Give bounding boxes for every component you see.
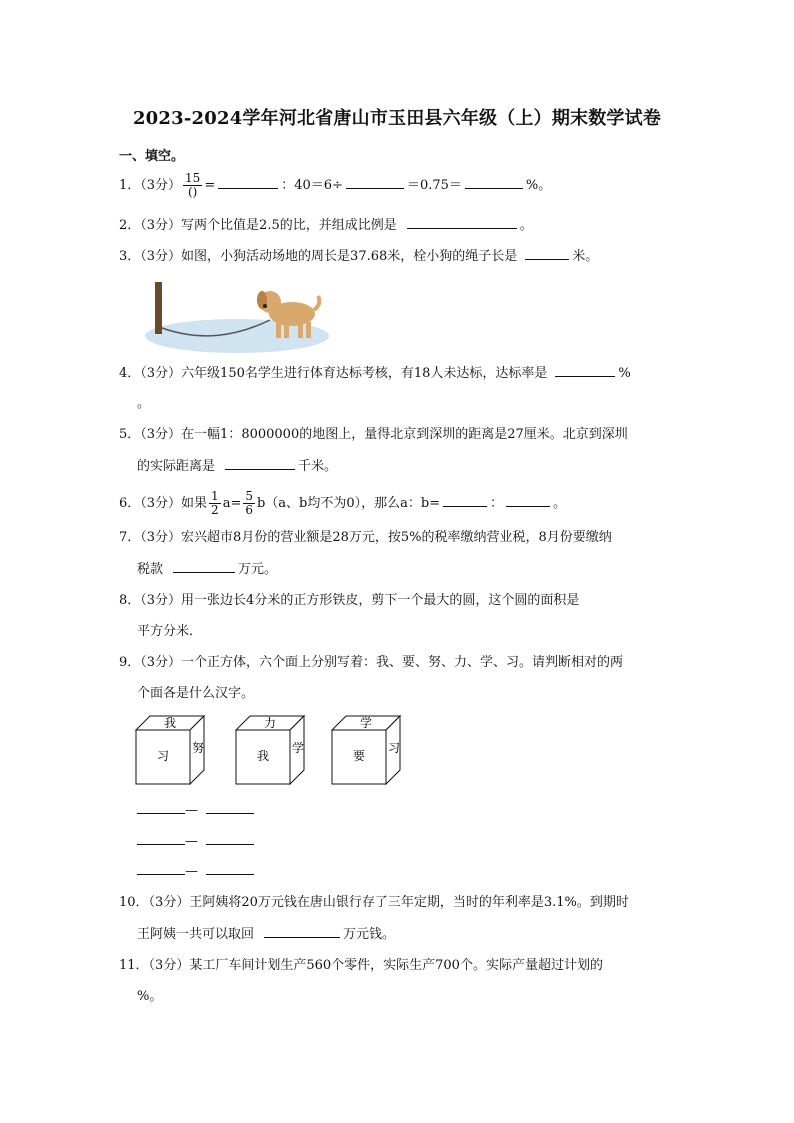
q6-mid: a= — [222, 496, 242, 511]
q6-denominator-2: 6 — [245, 503, 253, 517]
page-title: 2023-2024学年河北省唐山市玉田县六年级（上）期末数学试卷 — [132, 108, 662, 129]
q6-blank-2[interactable] — [506, 494, 550, 507]
q9-dash-3: — — [185, 864, 198, 879]
q7-blank[interactable] — [173, 560, 235, 573]
q7-cont-text: 税款 — [137, 562, 164, 577]
wooden-stake — [155, 282, 162, 334]
q9-answer-row-2 — [137, 832, 257, 849]
q4-end: % — [618, 366, 631, 381]
question-9 — [119, 654, 623, 672]
cube-3-side-label: 习 — [387, 741, 401, 755]
dog-on-leash-illustration — [142, 276, 332, 354]
q3-text: 3．（3分）如图，小狗活动场地的周长是37.68米，栓小狗的绳子长是 — [119, 249, 518, 264]
q4-blank[interactable] — [555, 364, 615, 377]
q8-text: 8．（3分）用一张边长4分米的正方形铁皮，剪下一个最大的圆，这个圆的面积是 — [119, 593, 580, 608]
cube-2 — [236, 715, 304, 784]
q9-blank-1b[interactable] — [206, 801, 254, 814]
q1-denominator: () — [188, 185, 198, 199]
q5-text: 5．（3分）在一幅1：8000000的地图上，量得北京到深圳的距离是27厘米。北京到深圳 — [119, 427, 628, 442]
q7-text: 7．（3分）宏兴超市8月份的营业额是28万元，按5%的税率缴纳营业税，8月份要缴纳 — [119, 530, 612, 545]
q10-cont-text: 王阿姨一共可以取回 — [137, 927, 255, 942]
cube-2-side-label: 学 — [291, 741, 305, 755]
question-7 — [119, 529, 612, 547]
q7-continuation — [137, 560, 277, 579]
question-3 — [119, 247, 598, 266]
question-10 — [119, 894, 629, 912]
q2-text: 2．（3分）写两个比值是2.5的比，并组成比例是 — [119, 218, 397, 233]
q9-blank-1a[interactable] — [137, 801, 185, 814]
q8-continuation: 平方分米． — [137, 624, 203, 639]
question-1 — [119, 172, 551, 199]
q9-continuation: 个面各是什么汉字。 — [137, 686, 255, 701]
q3-end: 米。 — [572, 249, 599, 264]
q11-text: 11．（3分）某工厂车间计划生产560个零件，实际生产700个。实际产量超过计划的 — [119, 958, 603, 973]
cube-1-front-label: 习 — [156, 749, 170, 763]
q1-blank-2[interactable] — [346, 176, 404, 189]
q10-continuation — [137, 925, 395, 944]
q2-blank[interactable] — [407, 216, 517, 229]
q10-end: 万元钱。 — [343, 927, 396, 942]
q4-continuation: 。 — [137, 396, 151, 411]
cube-2-top-label: 力 — [263, 716, 277, 730]
q6-denominator-1: 2 — [211, 503, 219, 517]
q4-text: 4．（3分）六年级150名学生进行体育达标考核，有18人未达标，达标率是 — [119, 366, 548, 381]
q6-numerator-1: 1 — [211, 489, 219, 503]
q6-prefix: 6．（3分）如果 — [119, 496, 208, 511]
question-4 — [119, 364, 631, 383]
q6-fraction-1 — [209, 490, 221, 517]
q1-numerator: 15 — [185, 171, 201, 185]
question-2 — [119, 216, 533, 235]
cube-1 — [136, 715, 204, 784]
q9-blank-2b[interactable] — [206, 832, 254, 845]
cube-2-front-label: 我 — [256, 749, 270, 763]
q10-blank[interactable] — [264, 925, 340, 938]
q3-blank[interactable] — [525, 247, 569, 260]
cube-3-front-label: 要 — [352, 749, 366, 763]
question-11 — [119, 957, 603, 975]
cube-3 — [332, 716, 400, 784]
cubes-figure — [134, 714, 424, 790]
q9-answer-row-1 — [137, 801, 257, 818]
q9-blank-2a[interactable] — [137, 832, 185, 845]
q5-blank[interactable] — [225, 457, 295, 470]
q9-dash-1: — — [185, 803, 198, 818]
q9-blank-3a[interactable] — [137, 862, 185, 875]
q5-cont-text: 的实际距离是 — [137, 459, 216, 474]
q11-continuation: %。 — [137, 989, 163, 1004]
q1-ratio: ：40＝6÷ — [281, 178, 343, 193]
q9-answer-row-3 — [137, 862, 257, 879]
q5-continuation — [137, 457, 337, 476]
question-5 — [119, 426, 628, 444]
q9-text: 9．（3分）一个正方体，六个面上分别写着：我、要、努、力、学、习。请判断相对的两 — [119, 655, 624, 670]
q6-colon: ： — [490, 496, 504, 511]
q5-end: 千米。 — [298, 459, 338, 474]
q6-end: 。 — [553, 496, 567, 511]
cube-1-side-label: 努 — [191, 741, 205, 755]
q2-end: 。 — [519, 218, 533, 233]
q9-dash-2: — — [185, 834, 198, 849]
cube-3-top-label: 学 — [359, 716, 373, 730]
question-8 — [119, 592, 579, 610]
q1-percent: %。 — [525, 178, 552, 193]
q1-decimal: ＝0.75＝ — [406, 178, 462, 193]
q10-text: 10．（3分）王阿姨将20万元钱在唐山银行存了三年定期，当时的年利率是3.1%。到期时 — [119, 895, 629, 910]
question-6 — [119, 490, 566, 517]
q6-blank-1[interactable] — [443, 494, 487, 507]
q6-post: b（a、b均不为0），那么a：b= — [256, 496, 441, 511]
section-heading: 一、填空。 — [119, 149, 185, 164]
q6-fraction-2 — [243, 490, 255, 517]
q1-blank-3[interactable] — [465, 176, 523, 189]
q1-fraction — [183, 172, 202, 199]
cube-1-top-label: 我 — [163, 716, 177, 730]
q7-end: 万元。 — [238, 562, 278, 577]
q9-blank-3b[interactable] — [206, 862, 254, 875]
q1-eq: = — [204, 178, 216, 193]
q6-numerator-2: 5 — [245, 489, 253, 503]
q1-prefix: 1．（3分） — [119, 178, 182, 193]
q1-blank-1[interactable] — [218, 176, 278, 189]
